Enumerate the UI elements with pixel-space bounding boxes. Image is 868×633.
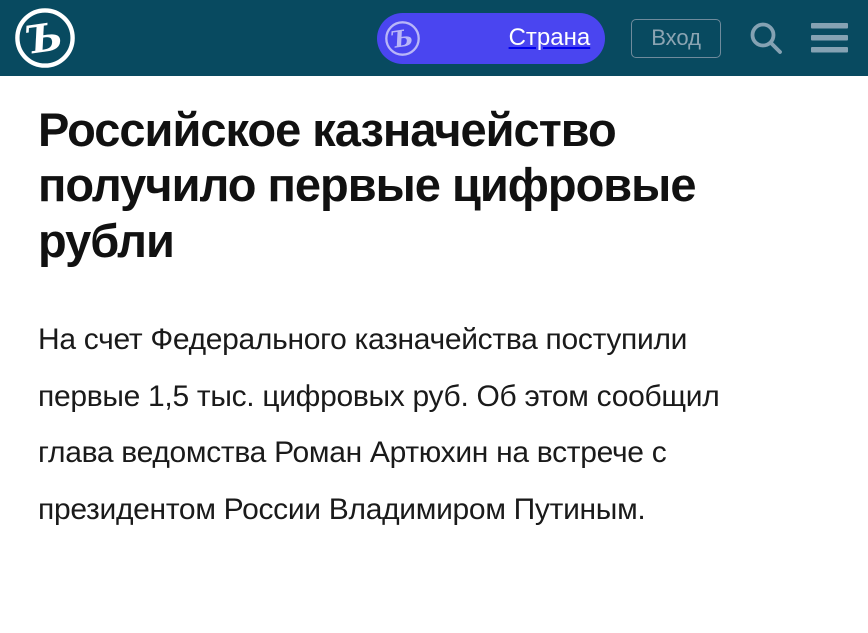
article-summary: На счет Федерального казначейства поступили первые 1,5 тыс. цифровых руб. Об этом сообщил глава ведомства Роман Артюхин на встрече с президентом России Владимиром Путиным. [38,323,720,526]
hamburger-menu-icon [811,22,848,54]
site-header [0,0,868,76]
svg-text:Ъ: Ъ [22,14,66,65]
kommersant-logo-icon [14,7,76,69]
region-pill-logo-icon [384,20,421,57]
header-actions [377,13,848,64]
menu-button[interactable] [811,22,848,54]
article-title: Российское казначейство получило первые цифровые рубли [38,103,696,267]
search-button[interactable] [747,19,785,57]
article-page [0,76,868,538]
login-button[interactable]: Вход [631,19,721,58]
svg-text:Ъ: Ъ [389,23,416,54]
search-icon [747,19,785,57]
site-logo[interactable] [14,7,76,69]
region-pill-button[interactable] [377,13,605,64]
region-pill-label: Страна [508,24,591,51]
